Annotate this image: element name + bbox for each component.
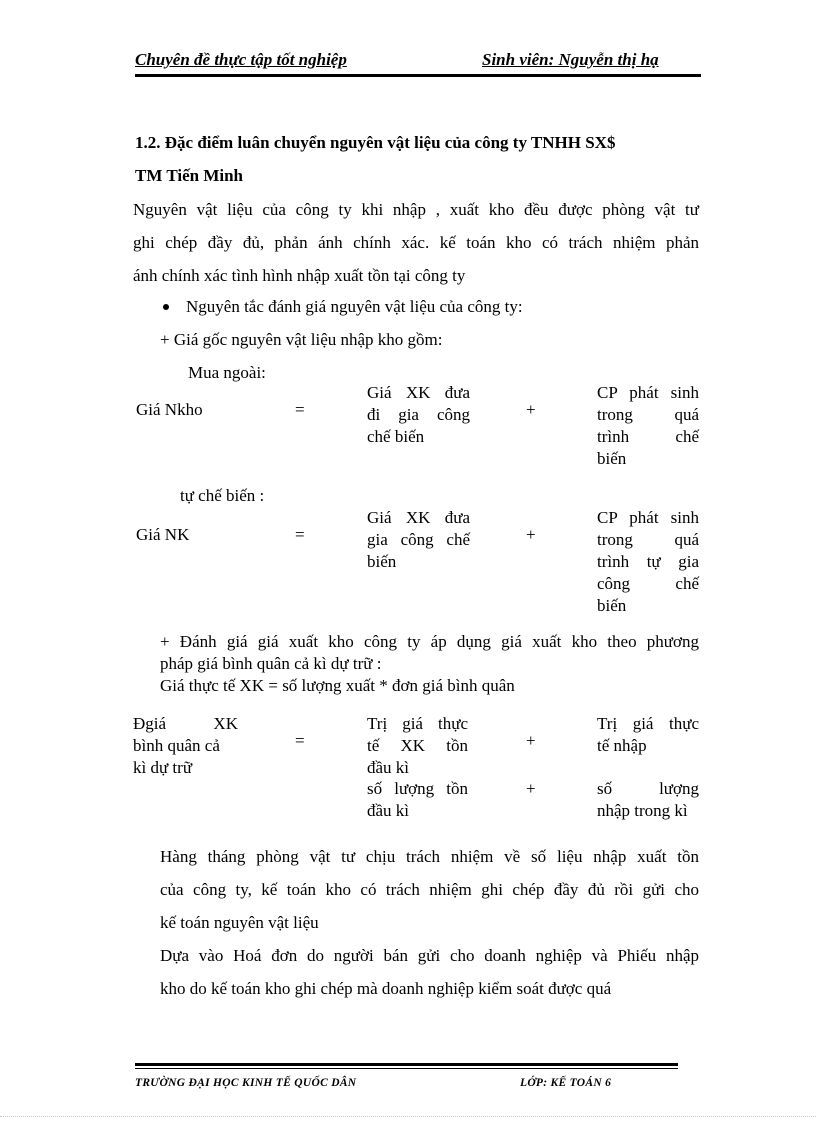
- formula1-term2-line1: CP phát sinh: [597, 383, 699, 402]
- bullet-icon: [163, 304, 169, 310]
- formula2-lhs: Giá NK: [136, 525, 190, 544]
- formula1-term2-line4: biến: [597, 449, 627, 468]
- footer-rule-thin: [135, 1068, 678, 1069]
- header-rule: [135, 74, 701, 77]
- formula3-num-term2-line2: tế nhập: [597, 736, 647, 755]
- formula3-lhs-line1: Đgiá XK: [133, 714, 238, 733]
- formula1-term2-line2: trong quá: [597, 405, 699, 424]
- formula1-op: +: [526, 400, 536, 419]
- formula2-term2-line2: trong quá: [597, 530, 699, 549]
- method-line3: Giá thực tế XK = số lượng xuất * đơn giá bình quân: [160, 676, 515, 695]
- intro-line-2: ghi chép đầy đủ, phản ánh chính xác. kế toán kho có trách nhiệm phản: [133, 233, 699, 252]
- formula3-lhs-line3: kì dự trữ: [133, 758, 193, 777]
- intro-line-3: ánh chính xác tình hình nhập xuất tồn tại công ty: [133, 266, 466, 285]
- closing-line-5: kho do kế toán kho ghi chép mà doanh nghiệp kiểm soát được quá: [160, 979, 612, 998]
- formula3-den-term2-line2: nhập trong kì: [597, 801, 688, 820]
- formula2-term1-line2: gia công chế: [367, 530, 470, 549]
- method-line2: pháp giá bình quân cả kì dự trữ :: [160, 654, 382, 673]
- formula3-num-term1-line3: đầu kì: [367, 758, 410, 777]
- formula1-heading: Mua ngoài:: [188, 363, 266, 382]
- page-edge-divider: [0, 1116, 816, 1117]
- header-left: Chuyên đề thực tập tốt nghiệp: [135, 50, 347, 69]
- closing-line-3: kế toán nguyên vật liệu: [160, 913, 319, 932]
- formula1-term1-line1: Giá XK đưa: [367, 383, 470, 402]
- closing-line-1: Hàng tháng phòng vật tư chịu trách nhiệm về số liệu nhập xuất tồn: [160, 847, 699, 866]
- formula3-num-term1-line2: tế XK tồn: [367, 736, 468, 755]
- formula1-term1-line2: đi gia công: [367, 405, 470, 424]
- formula3-num-term2-line1: Trị giá thực: [597, 714, 699, 733]
- closing-line-2: của công ty, kế toán kho có trách nhiệm ghi chép đầy đủ rồi gửi cho: [160, 880, 699, 899]
- formula2-term1-line1: Giá XK đưa: [367, 508, 470, 527]
- footer-left: TRƯỜNG ĐẠI HỌC KINH TẾ QUỐC DÂN: [135, 1077, 357, 1089]
- formula2-term2-line1: CP phát sinh: [597, 508, 699, 527]
- formula2-term2-line3: trình tự gia: [597, 552, 699, 571]
- formula2-eq: =: [295, 525, 305, 544]
- footer-right: LỚP: KẾ TOÁN 6: [520, 1077, 612, 1089]
- section-title-line1: 1.2. Đặc điểm luân chuyển nguyên vật liệu của công ty TNHH SX$: [135, 133, 616, 152]
- formula2-term2-line5: biến: [597, 596, 627, 615]
- formula1-term1-line3: chế biến: [367, 427, 425, 446]
- formula1-term2-line3: trình chế: [597, 427, 699, 446]
- section-title-line2: TM Tiến Minh: [135, 166, 244, 185]
- formula2-heading: tự chế biến :: [180, 486, 265, 505]
- formula1-lhs: Giá Nkho: [136, 400, 203, 419]
- formula3-den-term1-line2: đầu kì: [367, 801, 410, 820]
- formula3-den-term1-line1: số lượng tồn: [367, 779, 468, 798]
- header-right: Sinh viên: Nguyễn thị hạ: [482, 50, 659, 69]
- formula2-term2-line4: công chế: [597, 574, 699, 593]
- footer-rule-thick: [135, 1063, 678, 1066]
- bullet-item: Nguyên tắc đánh giá nguyên vật liệu của công ty:: [186, 297, 523, 316]
- formula3-num-op: +: [526, 731, 536, 750]
- formula3-eq: =: [295, 731, 305, 750]
- closing-line-4: Dựa vào Hoá đơn do người bán gửi cho doanh nghiệp và Phiếu nhập: [160, 946, 699, 965]
- formula3-den-op: +: [526, 779, 536, 798]
- formula2-term1-line3: biến: [367, 552, 397, 571]
- formula3-lhs-line2: bình quân cả: [133, 736, 220, 755]
- formula2-op: +: [526, 525, 536, 544]
- plus-line: + Giá gốc nguyên vật liệu nhập kho gồm:: [160, 330, 443, 349]
- formula3-num-term1-line1: Trị giá thực: [367, 714, 468, 733]
- intro-line-1: Nguyên vật liệu của công ty khi nhập , xuất kho đều được phòng vật tư: [133, 200, 699, 219]
- method-line1: + Đánh giá giá xuất kho công ty áp dụng giá xuất kho theo phương: [160, 632, 699, 651]
- formula1-eq: =: [295, 400, 305, 419]
- formula3-den-term2-line1: số lượng: [597, 779, 699, 798]
